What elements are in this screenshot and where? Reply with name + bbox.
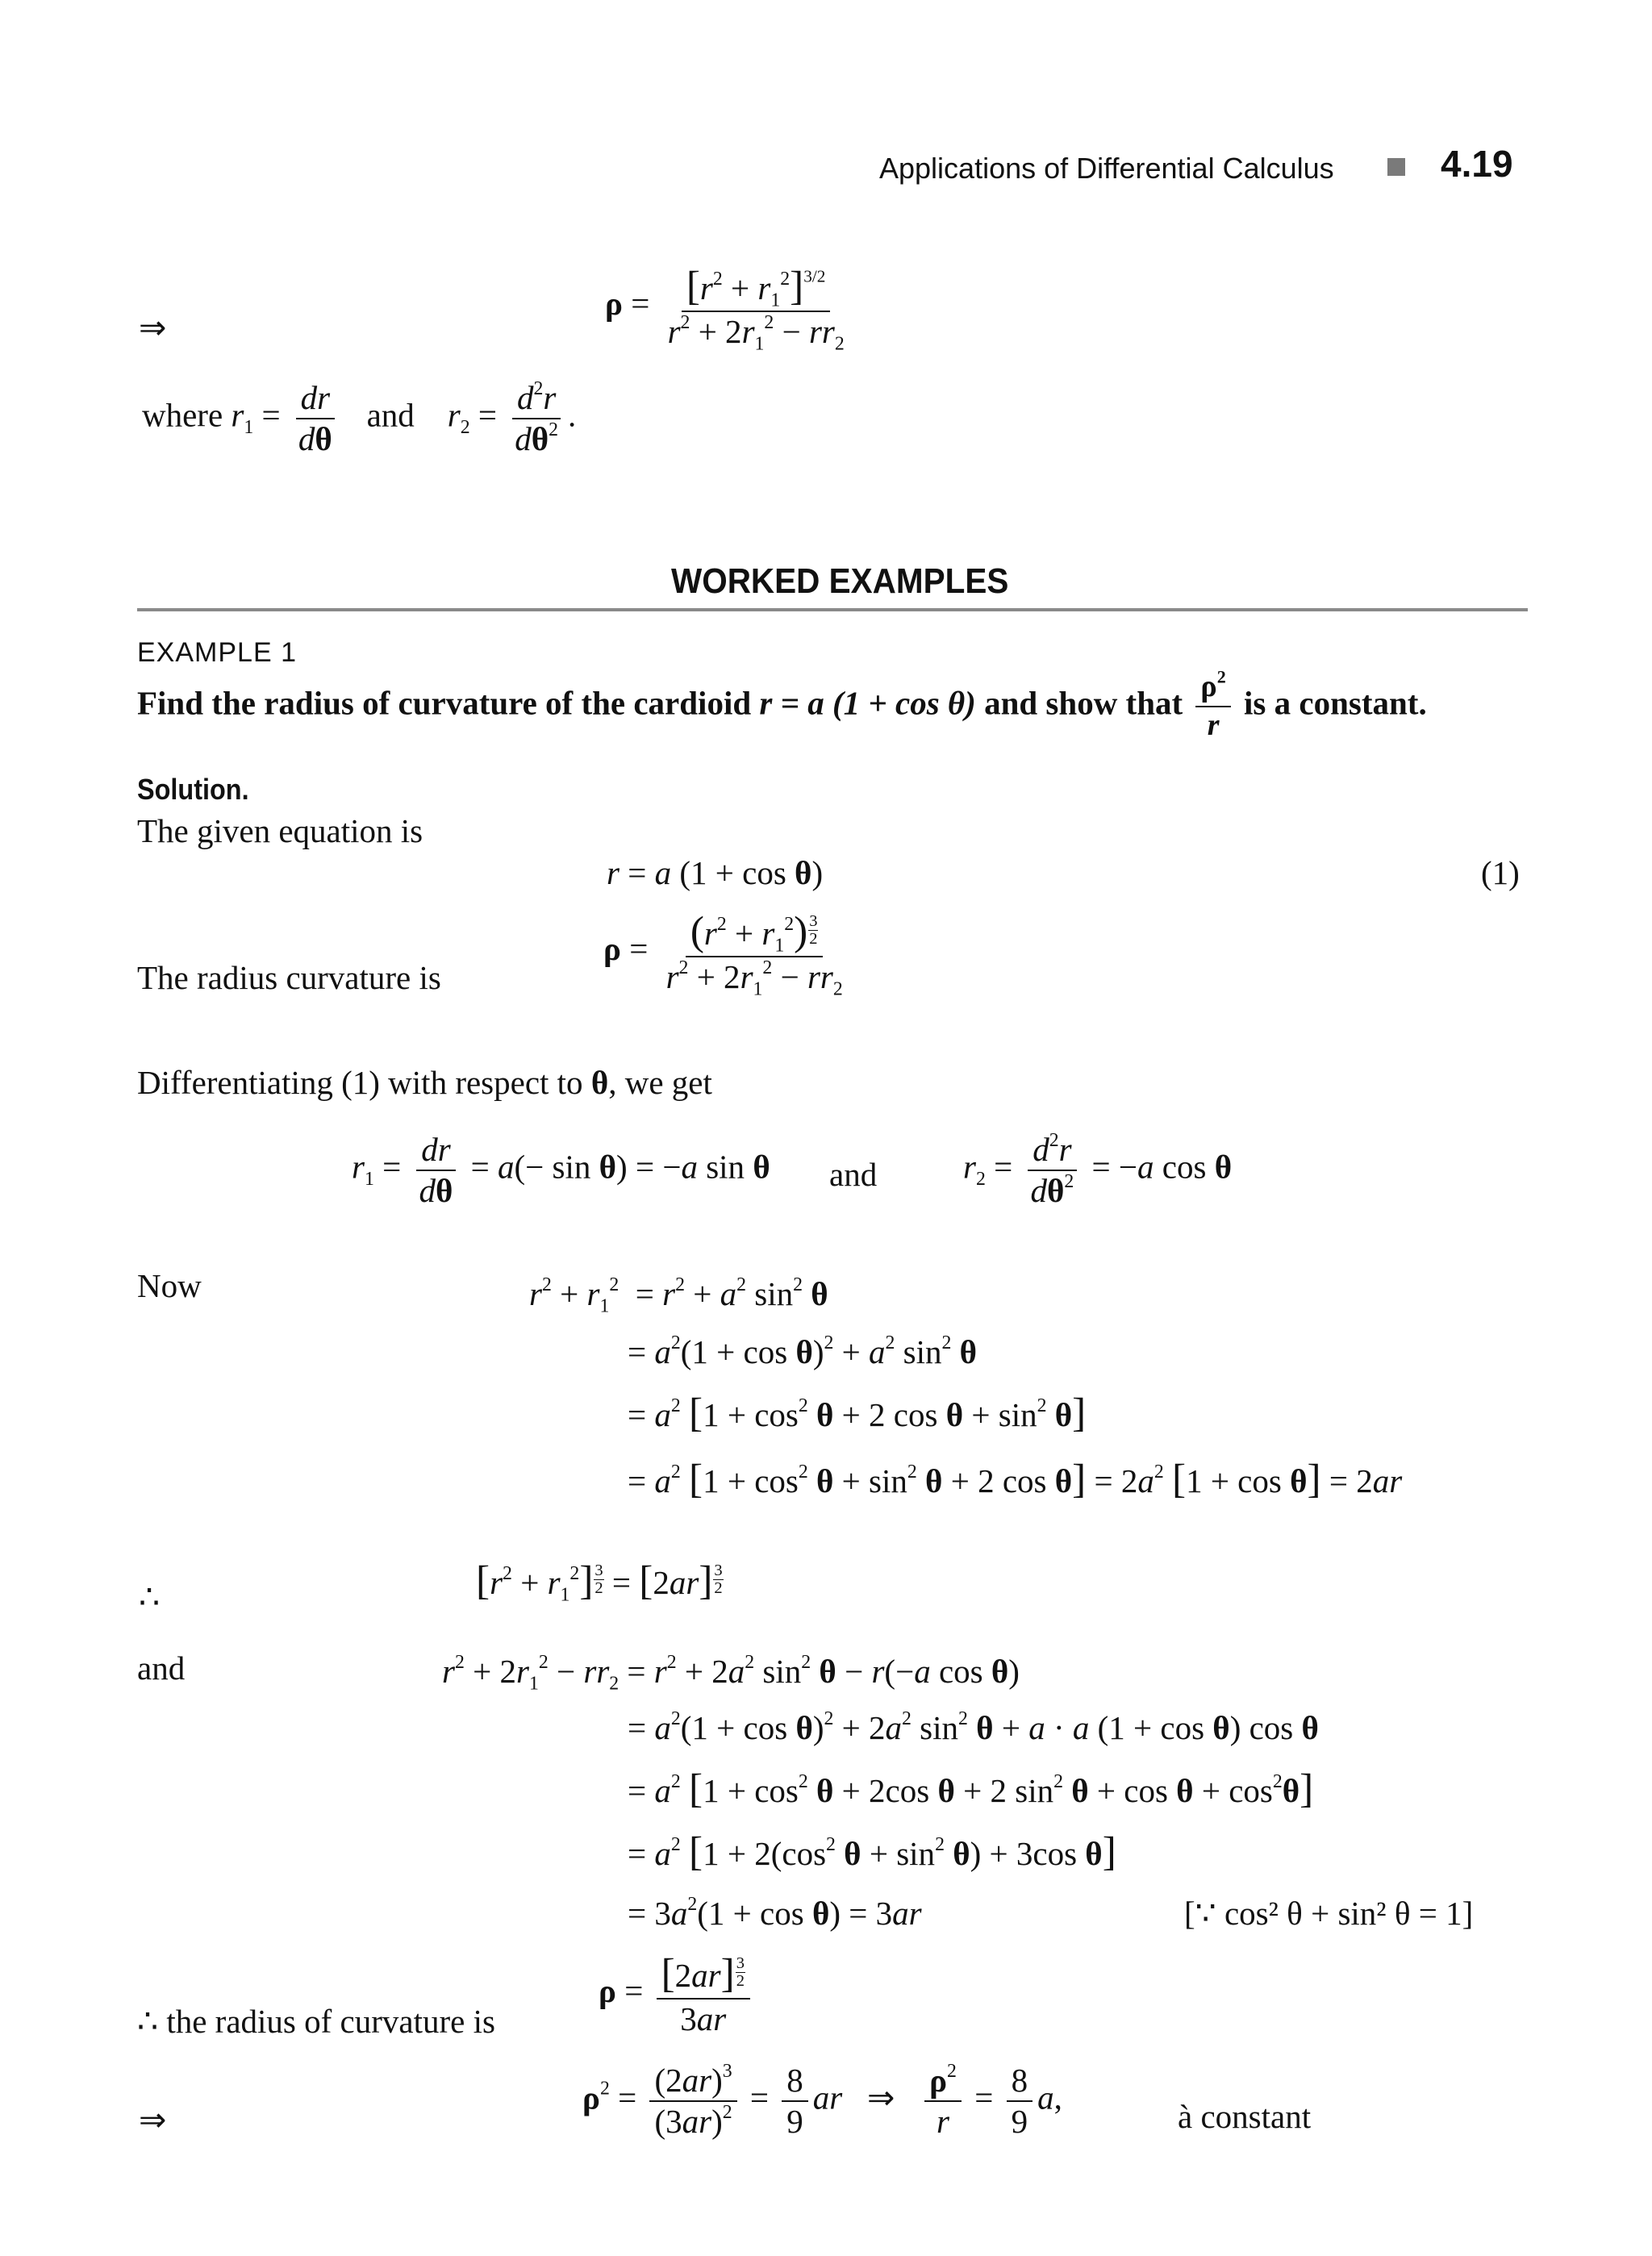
given-equation: r = a (1 + cos θ) [607,854,824,891]
equation-number: (1) [1481,854,1520,891]
now-line-1: $r^2 + r_1^2 = r^2 + a^2$ $\sin^2 \theta$ [529,1274,828,1317]
radius-formula: ρ = $(r^2 + r_1^2)$ $\frac{3}{2}$ $r^2 + 2r_1^2 - rr_2$ [603,908,843,1000]
where-label: where [142,396,223,434]
solution-diff-line: Differentiating (1) with respect to θ, we get [137,1064,712,1101]
conclusion-rho-formula: ρ = [2ar] $\frac{3}{2}$ 3ar [599,1952,755,2037]
page-number: 4.19 [1441,143,1513,185]
r1-derivative: $r_1$ = $\frac{dr}{d\theta}$ = a(− sin θ) = −a sin θ [352,1131,770,1210]
intro-and-label: and [366,396,415,434]
and-line-3: = $a^2$ [$1 + \cos^2 \theta + 2\cos$ θ + 2 $\sin^2 \theta + \cos \theta + \cos^2\theta$] [628,1766,1314,1812]
intro-arrow: ⇒ [139,309,167,346]
solution-label: Solution. [137,773,249,806]
solution-given-line: The given equation is [137,812,423,849]
diff-line-end: , we get [608,1064,712,1101]
diff-line-text: Differentiating (1) with respect to [137,1064,583,1101]
problem-end: is a constant. [1244,684,1427,722]
now-line-2: = $a^2(1 + \cos \theta)^2 + a^2$ $\sin^2 \theta$ [628,1332,978,1370]
r2-derivative: $r_2$ = $\frac{d^2r}{d\theta^2}$ = −a cos θ [963,1130,1233,1210]
final-equation: $\rho^2$ = $\frac{(2ar)^3}{(3ar)^2}$ = $\frac{8}{9}$ ar ⇒ $\frac{\rho^2}{r}$ = $\frac{8}{9}$ a, [582,2061,1062,2141]
section-title: WORKED EXAMPLES [671,561,1009,601]
and-line-1: $r^2 + 2r_1^2 - rr_2 = r^2 + 2a^2$ $\sin^2 \theta - r(-a$ cos θ) [442,1652,1020,1695]
final-constant-text: à constant [1178,2098,1312,2135]
running-title: Applications of Differential Calculus [879,152,1334,185]
now-label: Now [137,1267,202,1304]
final-arrow: ⇒ [139,2101,167,2138]
conclusion-label: ∴ the radius of curvature is [137,2003,495,2040]
and-line-2: = $a^2(1 + \cos \theta)^2 + 2a^2$ $\sin^2 \theta + a \cdot a$ (1 + cos θ) cos θ [628,1708,1319,1746]
solution-radius-line: The radius curvature is [137,959,441,996]
therefore-equation: $[r^2 + r_1^2]$ $\frac{3}{2}$ = [2ar] $\frac{3}{2}$ [476,1558,723,1606]
problem-statement: Find the radius of curvature of the cardioid r = a (1 + cos θ) and show that $\frac{\rho^2}{r}$ is a constant. [137,666,1427,742]
problem-equation: r = a (1 + cos θ) [759,684,976,722]
intro-where-line: where $r_1$ = $\frac{dr}{d\theta}$ and $r_2$ = $\frac{d^2r}{d\theta^2}$ . [142,378,577,458]
and-line-4: = $a^2$ [$1 + 2(\cos^2$ $\theta + \sin^2 \theta) + 3\cos$ θ] [628,1829,1116,1874]
header-square-icon [1387,158,1405,176]
derivative-and-label: and [829,1156,878,1193]
problem-start: Find the radius of curvature of the cardioid [137,684,752,722]
intro-rho-formula: ρ = $\frac{[r^2 + r_1^2]^{3/2}}{r^2 + 2r_1^2 - rr_2}$ [605,263,845,355]
and-line-5: = $3a^2(1 + \cos \theta) = 3ar$ [628,1894,922,1932]
section-rule [137,608,1528,611]
and-label-2: and [137,1649,186,1687]
now-line-3: = $a^2$ [$1 + \cos^2 \theta + 2$ $\cos \theta + \sin^2 \theta$] [628,1390,1087,1436]
now-line-4: = $a^2$ [$1 + \cos^2 \theta + \sin^2 \theta + 2$ $\cos \theta] = 2a^2$ [1 + cos θ] = 2ar [628,1456,1403,1502]
problem-mid: and show that [984,684,1183,722]
therefore-symbol: ∴ [139,1578,161,1616]
example-label: EXAMPLE 1 [137,637,297,668]
identity-note: [∵ cos² θ + sin² θ = 1] [1184,1895,1474,1932]
